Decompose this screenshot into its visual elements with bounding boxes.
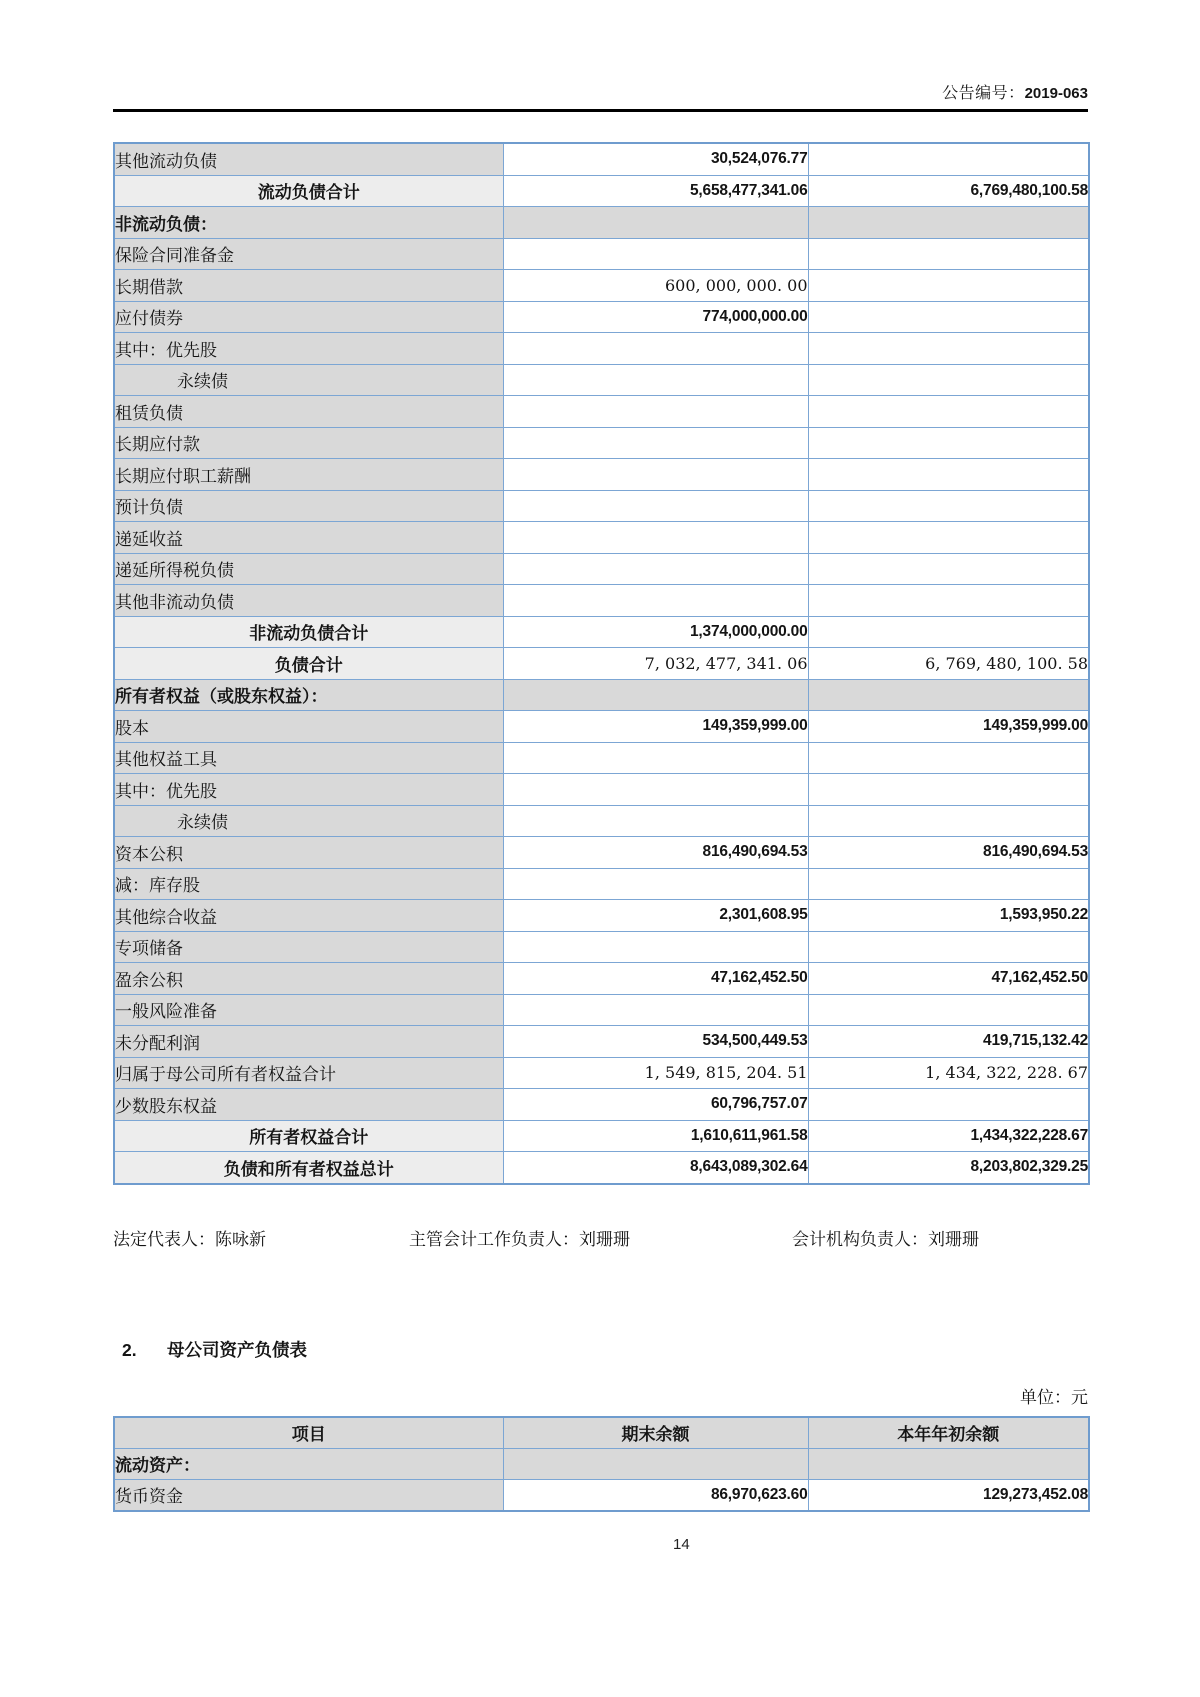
value-beginning [808,207,1089,239]
value-beginning [808,1089,1089,1121]
item-label: 货币资金 [114,1479,503,1511]
item-label: 长期应付职工薪酬 [114,459,503,491]
value-beginning: 129,273,452.08 [808,1479,1089,1511]
item-label: 减：库存股 [114,868,503,900]
section-heading [113,1339,1088,1362]
item-label: 股本 [114,711,503,743]
value-ending [503,238,808,270]
item-label: 其他流动负债 [114,143,503,175]
table-row [114,963,1089,995]
value-beginning: 816,490,694.53 [808,837,1089,869]
value-beginning: 1,593,950.22 [808,900,1089,932]
table-row [114,805,1089,837]
signer-line [113,1225,1088,1249]
value-ending [503,459,808,491]
section-number: 2. [122,1339,137,1360]
value-ending [503,868,808,900]
value-ending: 8,643,089,302.64 [503,1152,808,1184]
value-ending: 534,500,449.53 [503,1026,808,1058]
table-row [114,1026,1089,1058]
value-beginning [808,868,1089,900]
item-label: 负债合计 [114,648,503,680]
value-ending [503,427,808,459]
item-label: 盈余公积 [114,963,503,995]
header-rule [113,109,1088,112]
table-row [114,742,1089,774]
item-label: 少数股东权益 [114,1089,503,1121]
table-row [114,175,1089,207]
item-label: 负债和所有者权益总计 [114,1152,503,1184]
value-beginning [808,238,1089,270]
table-row [114,679,1089,711]
value-ending [503,805,808,837]
item-label: 一般风险准备 [114,994,503,1026]
value-ending: 2,301,608.95 [503,900,808,932]
value-ending: 600, 000, 000. 00 [503,270,808,302]
item-label: 资本公积 [114,837,503,869]
item-label: 所有者权益（或股东权益）： [114,679,503,711]
item-label: 所有者权益合计 [114,1120,503,1152]
table-row [114,427,1089,459]
table-row [114,238,1089,270]
value-ending: 816,490,694.53 [503,837,808,869]
table-row [114,270,1089,302]
table-row [114,900,1089,932]
value-ending [503,774,808,806]
value-ending [503,994,808,1026]
table-row [114,1089,1089,1121]
item-label: 长期应付款 [114,427,503,459]
table-row [114,648,1089,680]
value-beginning [808,333,1089,365]
value-beginning [808,396,1089,428]
table-row [114,1479,1089,1511]
table-header-row [114,1417,1089,1449]
legal-representative: 法定代表人：陈咏新 [113,1229,266,1250]
value-beginning: 149,359,999.00 [808,711,1089,743]
table-row [114,1448,1089,1479]
page-number-container [113,1536,1088,1554]
value-ending [503,522,808,554]
value-ending: 1,374,000,000.00 [503,616,808,648]
value-beginning: 6,769,480,100.58 [808,175,1089,207]
item-label: 应付债券 [114,301,503,333]
value-ending: 86,970,623.60 [503,1479,808,1511]
announcement-number-label: 公告编号： [942,83,1025,102]
column-header-beginning-balance: 本年年初余额 [808,1417,1089,1449]
table-row [114,459,1089,491]
value-beginning [808,616,1089,648]
value-beginning [808,805,1089,837]
item-label: 递延所得税负债 [114,553,503,585]
value-beginning [808,301,1089,333]
unit-label: 单位：元 [1020,1387,1088,1408]
column-header-item: 项目 [114,1417,503,1449]
value-ending: 30,524,076.77 [503,143,808,175]
item-label: 预计负债 [114,490,503,522]
table-row [114,301,1089,333]
table-row [114,333,1089,365]
value-beginning [808,774,1089,806]
value-beginning: 8,203,802,329.25 [808,1152,1089,1184]
item-label: 其他综合收益 [114,900,503,932]
announcement-number-value: 2019-063 [1024,85,1088,102]
item-label: 其他非流动负债 [114,585,503,617]
value-beginning [808,490,1089,522]
item-label: 其他权益工具 [114,742,503,774]
value-beginning: 1, 434, 322, 228. 67 [808,1057,1089,1089]
table-row [114,1057,1089,1089]
value-beginning [808,143,1089,175]
value-ending [503,742,808,774]
table-row [114,553,1089,585]
column-header-ending-balance: 期末余额 [503,1417,808,1449]
page-content [113,0,1088,1554]
value-ending: 774,000,000.00 [503,301,808,333]
value-ending [503,553,808,585]
item-label: 长期借款 [114,270,503,302]
item-label: 其中：优先股 [114,774,503,806]
accounting-work-head: 主管会计工作负责人：刘珊珊 [409,1229,630,1250]
accounting-org-head: 会计机构负责人：刘珊珊 [792,1229,979,1250]
value-ending: 1,610,611,961.58 [503,1120,808,1152]
value-ending [503,679,808,711]
page-number: 14 [673,1535,690,1553]
table-row [114,207,1089,239]
value-beginning: 6, 769, 480, 100. 58 [808,648,1089,680]
item-label: 归属于母公司所有者权益合计 [114,1057,503,1089]
value-beginning: 419,715,132.42 [808,1026,1089,1058]
value-ending: 5,658,477,341.06 [503,175,808,207]
value-beginning [808,742,1089,774]
item-label: 保险合同准备金 [114,238,503,270]
value-ending [503,931,808,963]
table-row [114,868,1089,900]
table-row [114,1120,1089,1152]
value-beginning [808,364,1089,396]
item-label: 永续债 [114,364,503,396]
table-row [114,364,1089,396]
value-beginning [808,931,1089,963]
parent-company-balance-sheet-table [113,1416,1090,1512]
value-ending [503,364,808,396]
value-beginning [808,585,1089,617]
consolidated-balance-sheet-table [113,142,1090,1185]
value-ending [503,1448,808,1479]
table-row [114,994,1089,1026]
value-beginning [808,459,1089,491]
section-title: 母公司资产负债表 [167,1340,307,1361]
value-ending [503,490,808,522]
value-ending [503,396,808,428]
value-beginning [808,270,1089,302]
value-beginning [808,553,1089,585]
value-beginning: 1,434,322,228.67 [808,1120,1089,1152]
item-label: 其中：优先股 [114,333,503,365]
item-label: 流动资产： [114,1448,503,1479]
value-beginning [808,522,1089,554]
value-ending: 60,796,757.07 [503,1089,808,1121]
item-label: 租赁负债 [114,396,503,428]
value-beginning [808,1448,1089,1479]
item-label: 流动负债合计 [114,175,503,207]
item-label: 非流动负债： [114,207,503,239]
value-ending: 1, 549, 815, 204. 51 [503,1057,808,1089]
value-ending: 47,162,452.50 [503,963,808,995]
table-row [114,711,1089,743]
item-label: 永续债 [114,805,503,837]
table-row [114,1152,1089,1184]
value-ending [503,333,808,365]
item-label: 未分配利润 [114,1026,503,1058]
announcement-number [113,0,1088,103]
table-row [114,490,1089,522]
value-ending [503,585,808,617]
table-row [114,837,1089,869]
table-row [114,143,1089,175]
item-label: 递延收益 [114,522,503,554]
value-ending [503,207,808,239]
value-beginning [808,994,1089,1026]
item-label: 专项储备 [114,931,503,963]
table-row [114,616,1089,648]
table-row [114,522,1089,554]
table-row [114,396,1089,428]
table-row [114,931,1089,963]
value-beginning [808,679,1089,711]
table-row [114,585,1089,617]
value-ending: 7, 032, 477, 341. 06 [503,648,808,680]
value-beginning [808,427,1089,459]
value-beginning: 47,162,452.50 [808,963,1089,995]
value-ending: 149,359,999.00 [503,711,808,743]
item-label: 非流动负债合计 [114,616,503,648]
table-row [114,774,1089,806]
